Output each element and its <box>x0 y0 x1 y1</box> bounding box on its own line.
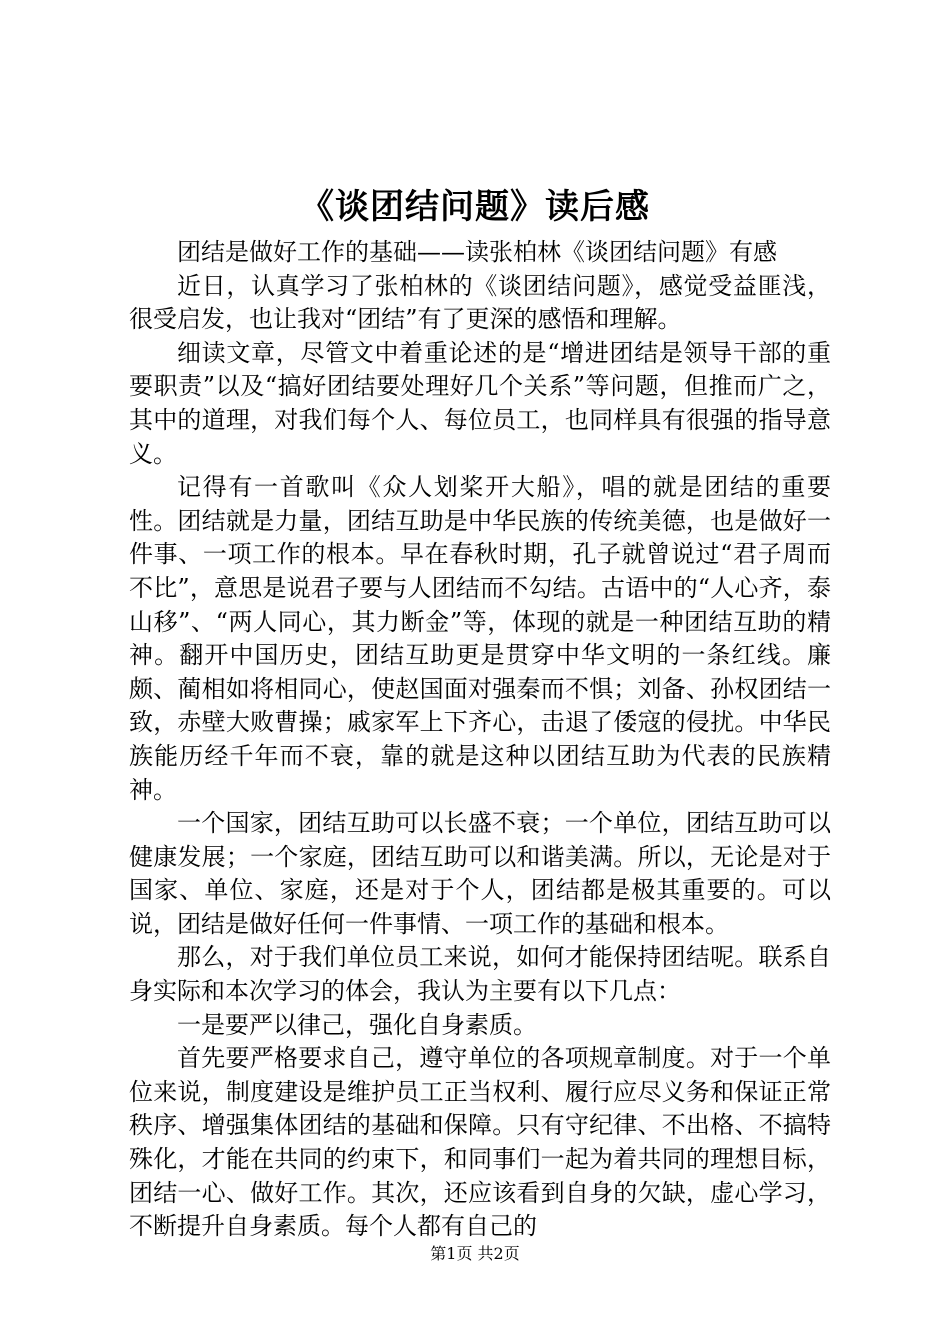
page-footer: 第1页 共2页 <box>430 1244 520 1263</box>
paragraph: 细读文章，尽管文中着重论述的是“增进团结是领导干部的重要职责”以及“搞好团结要处理好几个关系”等问题，但推而广之，其中的道理，对我们每个人、每位员工，也同样具有很强的指导意义。 <box>129 338 831 468</box>
document-title: 《谈团结问题》读后感 <box>300 187 650 227</box>
paragraph-point-heading: 一是要严以律己，强化自身素质。 <box>177 1010 537 1039</box>
paragraph: 一个国家，团结互助可以长盛不衰；一个单位，团结互助可以健康发展；一个家庭，团结互助可以和谐美满。所以，无论是对于国家、单位、家庭，还是对于个人，团结都是极其重要的。可以说，团结是做好任何一件事情、一项工作的基础和根本。 <box>129 809 831 938</box>
document-body <box>129 236 831 1244</box>
paragraph: 近日，认真学习了张柏林的《谈团结问题》，感觉受益匪浅，很受启发，也让我对“团结”有了更深的感悟和理解。 <box>129 271 831 334</box>
paragraph-subtitle: 团结是做好工作的基础——读张柏林《谈团结问题》有感 <box>177 238 777 266</box>
paragraph: 那么，对于我们单位员工来说，如何才能保持团结呢。联系自身实际和本次学习的体会，我认为主要有以下几点： <box>129 943 831 1006</box>
paragraph: 记得有一首歌叫《众人划桨开大船》，唱的就是团结的重要性。团结就是力量，团结互助是中华民族的传统美德，也是做好一件事、一项工作的根本。早在春秋时期，孔子就曾说过“君子周而不比”，意思是说君子要与人团结而不勾结。古语中的“人心齐，泰山移”、“两人同心，其力断金”等，体现的就是一种团结互助的精神。翻开中国历史，团结互助更是贯穿中华文明的一条红线。廉颇、蔺相如将相同心，使赵国面对强秦而不惧；刘备、孙权团结一致，赤壁大败曹操；戚家军上下齐心，击退了倭寇的侵扰。中华民族能历经千年而不衰，靠的就是这种以团结互助为代表的民族精神。 <box>129 473 831 804</box>
paragraph: 首先要严格要求自己，遵守单位的各项规章制度。对于一个单位来说，制度建设是维护员工正当权利、履行应尽义务和保证正常秩序、增强集体团结的基础和保障。只有守纪律、不出格、不搞特殊化，才能在共同的约束下，和同事们一起为着共同的理想目标，团结一心、做好工作。其次，还应该看到自身的欠缺，虚心学习，不断提升自身素质。每个人都有自己的 <box>129 1044 831 1241</box>
